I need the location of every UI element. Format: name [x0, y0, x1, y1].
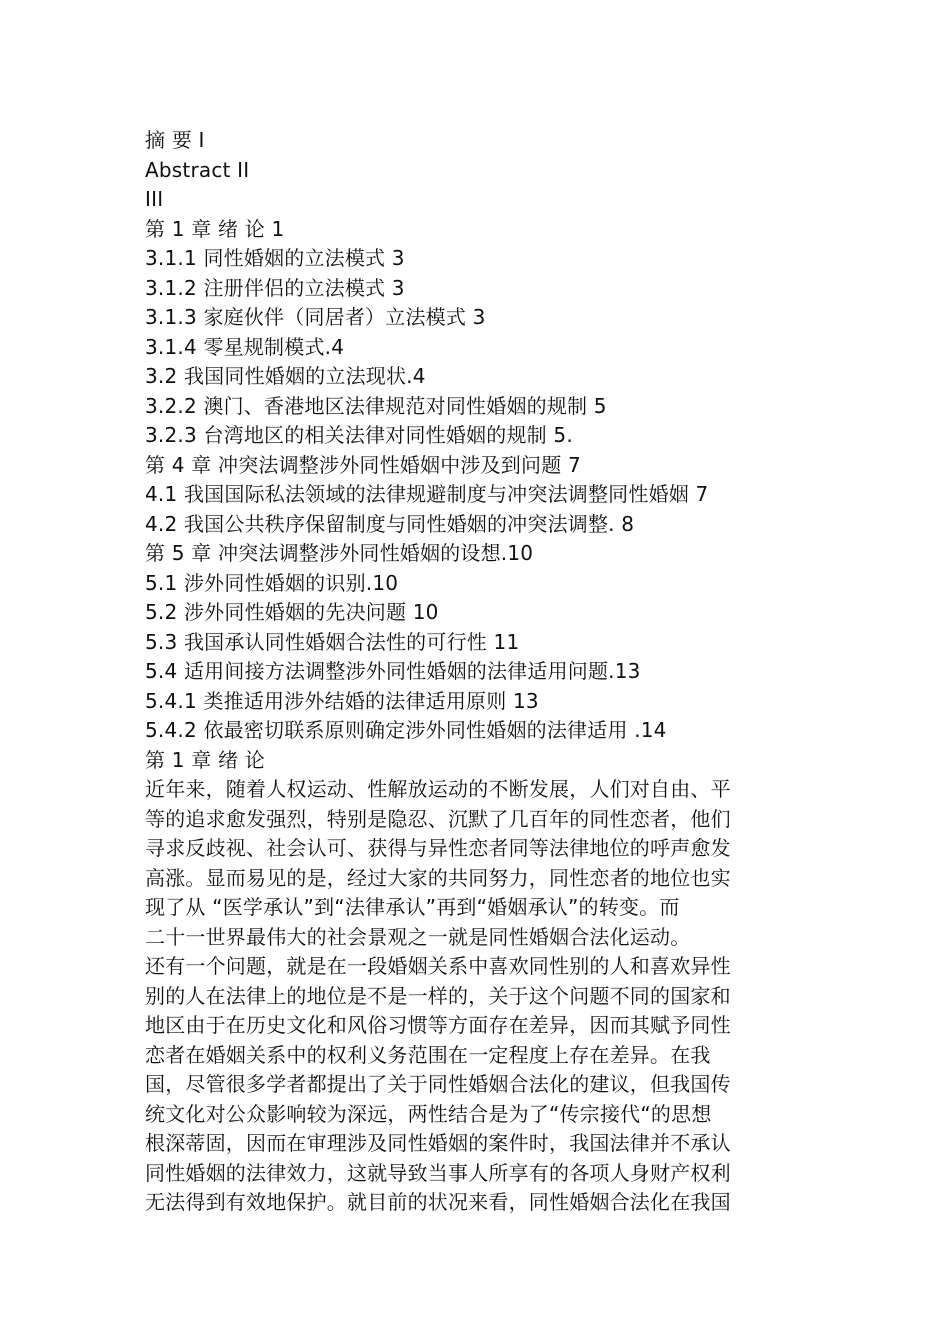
toc-entry: 5.1 涉外同性婚姻的识别.10 [145, 570, 399, 595]
paragraph-line: 国，尽管很多学者都提出了关于同性婚姻合法化的建议，但我国传 [145, 1072, 731, 1096]
paragraph-line: 寻求反歧视、社会认可、获得与异性恋者同等法律地位的呼声愈发 [145, 836, 731, 860]
paragraph-line: 二十一世界最伟大的社会景观之一就是同性婚姻合法化运动。 [145, 924, 691, 949]
toc-entry: 3.1.3 家庭伙伴（同居者）立法模式 3 [145, 305, 486, 329]
paragraph-line: 近年来，随着人权运动、性解放运动的不断发展，人们对自由、平 [145, 777, 731, 801]
toc-entry: 3.2.2 澳门、香港地区法律规范对同性婚姻的规制 5 [145, 393, 607, 418]
toc-entry: 5.4.2 依最密切联系原则确定涉外同性婚姻的法律适用 .14 [145, 718, 667, 742]
toc-entry: 第 4 章 冲突法调整涉外同性婚姻中涉及到问题 7 [145, 452, 581, 477]
paragraph-line: 同性婚姻的法律效力，这就导致当事人所享有的各项人身财产权利 [145, 1160, 731, 1185]
paragraph-line: 现了从 “医学承认”到“法律承认”再到“婚姻承认”的转变。而 [145, 895, 680, 919]
paragraph-line: 高涨。显而易见的是，经过大家的共同努力，同性恋者的地位也实 [145, 865, 731, 890]
toc-entry: 3.2.3 台湾地区的相关法律对同性婚姻的规制 5. [145, 423, 573, 447]
toc-entry: 摘 要 I [145, 128, 205, 152]
toc-entry: 4.2 我国公共秩序保留制度与同性婚姻的冲突法调整. 8 [145, 511, 635, 536]
toc-entry: 3.1.2 注册伴侣的立法模式 3 [145, 275, 405, 300]
toc-entry: Abstract II [145, 157, 250, 182]
paragraph-line: 还有一个问题，就是在一段婚姻关系中喜欢同性别的人和喜欢异性 [145, 954, 731, 978]
toc-entry: 3.2 我国同性婚姻的立法现状.4 [145, 364, 426, 388]
toc-entry: 5.3 我国承认同性婚姻合法性的可行性 11 [145, 629, 520, 654]
paragraph-line: 地区由于在历史文化和风俗习惯等方面存在差异，因而其赋予同性 [145, 1013, 731, 1037]
toc-entry: 5.4 适用间接方法调整涉外同性婚姻的法律适用问题.13 [145, 659, 641, 683]
paragraph-line: 恋者在婚姻关系中的权利义务范围在一定程度上存在差异。在我 [145, 1042, 711, 1067]
toc-entry: 5.4.1 类推适用涉外结婚的法律适用原则 13 [145, 688, 539, 713]
toc-entry: 3.1.4 零星规制模式.4 [145, 334, 345, 359]
toc-entry: 4.1 我国国际私法领域的法律规避制度与冲突法调整同性婚姻 7 [145, 482, 709, 506]
document-content [145, 126, 815, 1218]
paragraph-line: 统文化对公众影响较为深远，两性结合是为了“传宗接代“的思想 [145, 1101, 712, 1126]
toc-entry: 第 1 章 绪 论 1 [145, 216, 285, 241]
chapter-heading: 第 1 章 绪 论 [145, 747, 265, 772]
paragraph-line: 等的追求愈发强烈，特别是隐忍、沉默了几百年的同性恋者，他们 [145, 806, 731, 831]
body-paragraph-2 [145, 952, 815, 1218]
table-of-contents [145, 126, 815, 746]
paragraph-line: 无法得到有效地保护。就目前的状况来看，同性婚姻合法化在我国 [145, 1190, 731, 1214]
paragraph-line: 根深蒂固，因而在审理涉及同性婚姻的案件时，我国法律并不承认 [145, 1131, 731, 1155]
toc-entry: III [145, 187, 164, 211]
toc-entry: 5.2 涉外同性婚姻的先决问题 10 [145, 600, 439, 624]
toc-entry: 3.1.1 同性婚姻的立法模式 3 [145, 246, 405, 270]
paragraph-line: 别的人在法律上的地位是不是一样的，关于这个问题不同的国家和 [145, 983, 731, 1008]
body-paragraph-1 [145, 775, 815, 952]
toc-entry: 第 5 章 冲突法调整涉外同性婚姻的设想.10 [145, 541, 534, 565]
